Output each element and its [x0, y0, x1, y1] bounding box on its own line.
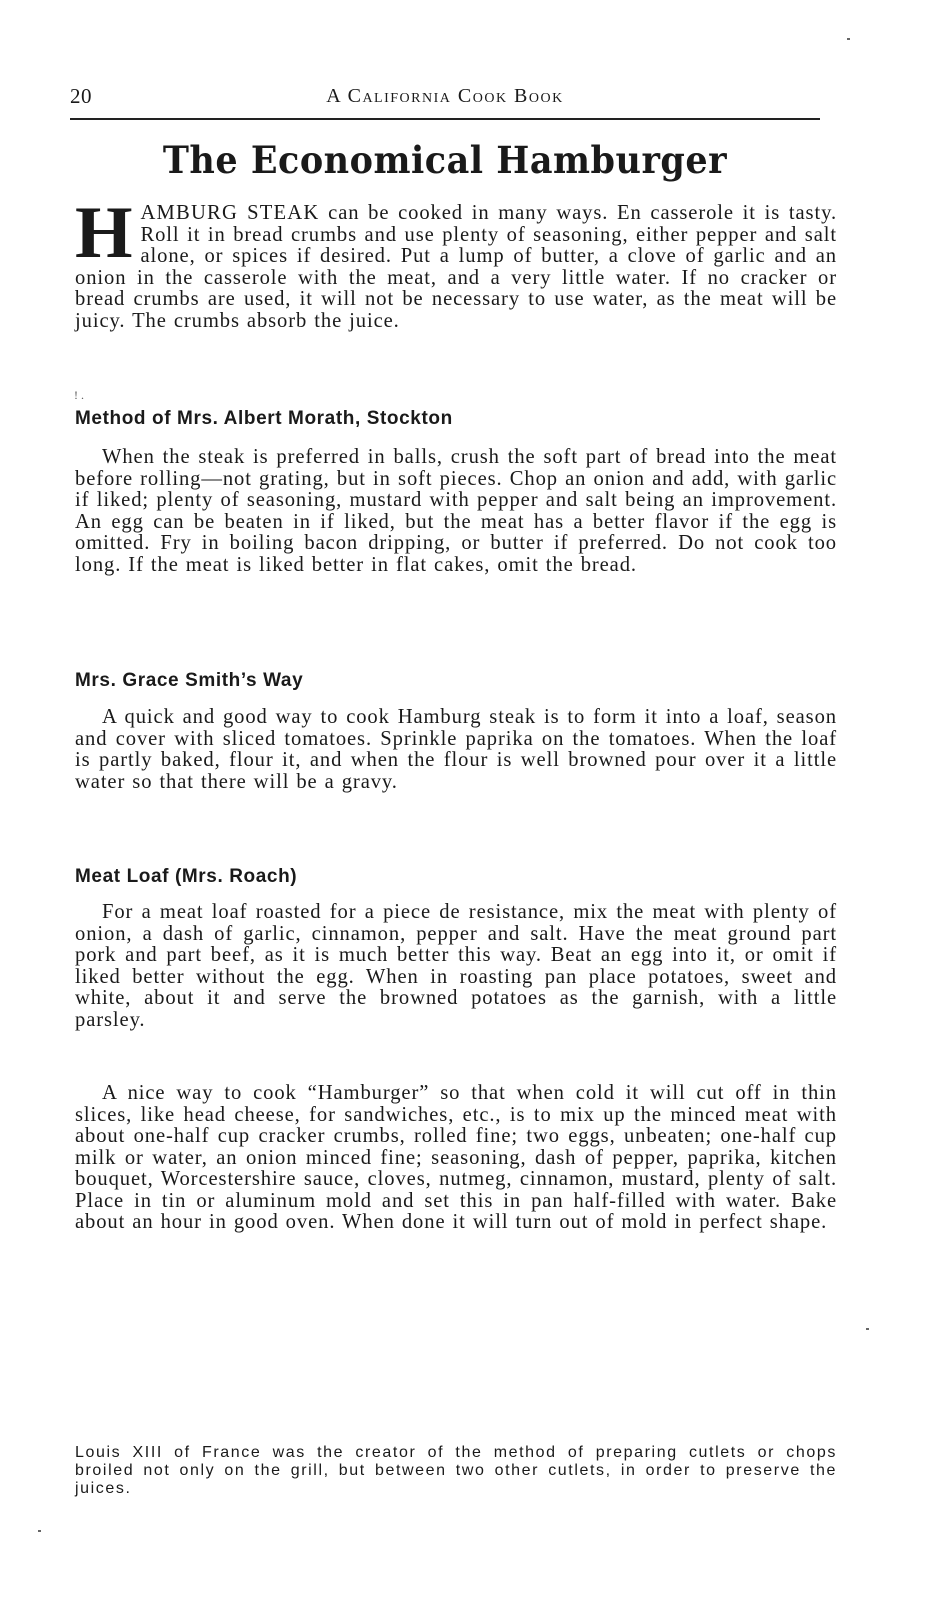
paragraph: For a meat loaf roasted for a piece de resistance, mix the meat with plenty of onion, a dash of garlic, cinnamon, pepper and salt. Have the meat ground part pork and part beef, as it is much better this way. Beat an egg into it, or omit if liked better without the egg. When in roasting pan place potatoes, sweet and white, about it and serve the browned potatoes as the garnish, with a little parsley. — [75, 901, 837, 1031]
intro-paragraph — [75, 192, 838, 332]
header-rule — [70, 118, 820, 120]
section-heading-smith: Mrs. Grace Smith’s Way — [75, 670, 304, 691]
section-heading-roach: Meat Loaf (Mrs. Roach) — [75, 866, 298, 887]
section-body-smith — [75, 707, 837, 793]
section-heading-morath: Method of Mrs. Albert Morath, Stockton — [75, 408, 453, 429]
paragraph: A quick and good way to cook Hamburg steak is to form it into a loaf, season and cover with sliced tomatoes. Sprinkle paprika on the tomatoes. When the loaf is partly baked, flour it, and when the flour is well browned pour over it a little water so that there will be a gravy. — [75, 706, 837, 793]
page-number: 20 — [70, 84, 92, 108]
section-body-hamburger-loaf — [75, 1083, 837, 1234]
chapter-title: The Economical Hamburger — [162, 138, 728, 183]
paragraph: A nice way to cook “Hamburger” so that when cold it will cut off in thin slices, like head cheese, for sandwiches, etc., is to mix up the minced meat with about one-half cup cracker crumbs, rolled fine; two eggs, unbeaten; one-half cup milk or water, an onion minced fine; seasoning, dash of pepper, paprika, kitchen bouquet, Worcestershire sauce, cloves, nutmeg, cinnamon, mustard, plenty of salt. Place in tin or aluminum mold and set this in pan half-filled with water. Bake about an hour in good oven. When done it will turn out of mold in perfect shape. — [75, 1082, 837, 1233]
footnote: Louis XIII of France was the creator of the method of preparing cutlets or chops broiled not only on the grill, but between two other cutlets, in order to preserve the juices. — [75, 1444, 837, 1497]
section-body-roach — [75, 902, 837, 1031]
print-speck — [866, 1328, 869, 1330]
book-title: A California Cook Book — [326, 85, 564, 107]
running-head — [70, 84, 820, 112]
drop-cap: H — [75, 192, 134, 274]
stray-print-mark: ! . — [74, 388, 84, 402]
section-body-morath — [75, 447, 837, 576]
paragraph: When the steak is preferred in balls, crush the soft part of bread into the meat before rolling—not grating, but in soft pieces. Chop an onion and add, with garlic if liked; plenty of seasoning, mustard with pepper and salt being an improvement. An egg can be beaten in if liked, but the meat has a better flavor if the egg is omitted. Fry in boiling bacon dripping, or butter if preferred. Do not cook too long. If the meat is liked better in flat cakes, omit the bread. — [75, 446, 837, 576]
print-speck — [38, 1530, 41, 1532]
intro-text: can be cooked in many ways. En casserole it is tasty. Roll it in bread crumbs and use plenty of seasoning, either pepper and salt alone, or spices if desired. Put a lump of butter, a clove of garlic and an onion in the casserole with the meat, and a very little water. If no cracker or bread crumbs are used, it will not be necessary to use water, as the meat will be juicy. The crumbs absorb the juice. — [75, 202, 838, 332]
print-speck — [847, 38, 850, 40]
intro-first-words: AMBURG STEAK — [140, 202, 320, 224]
